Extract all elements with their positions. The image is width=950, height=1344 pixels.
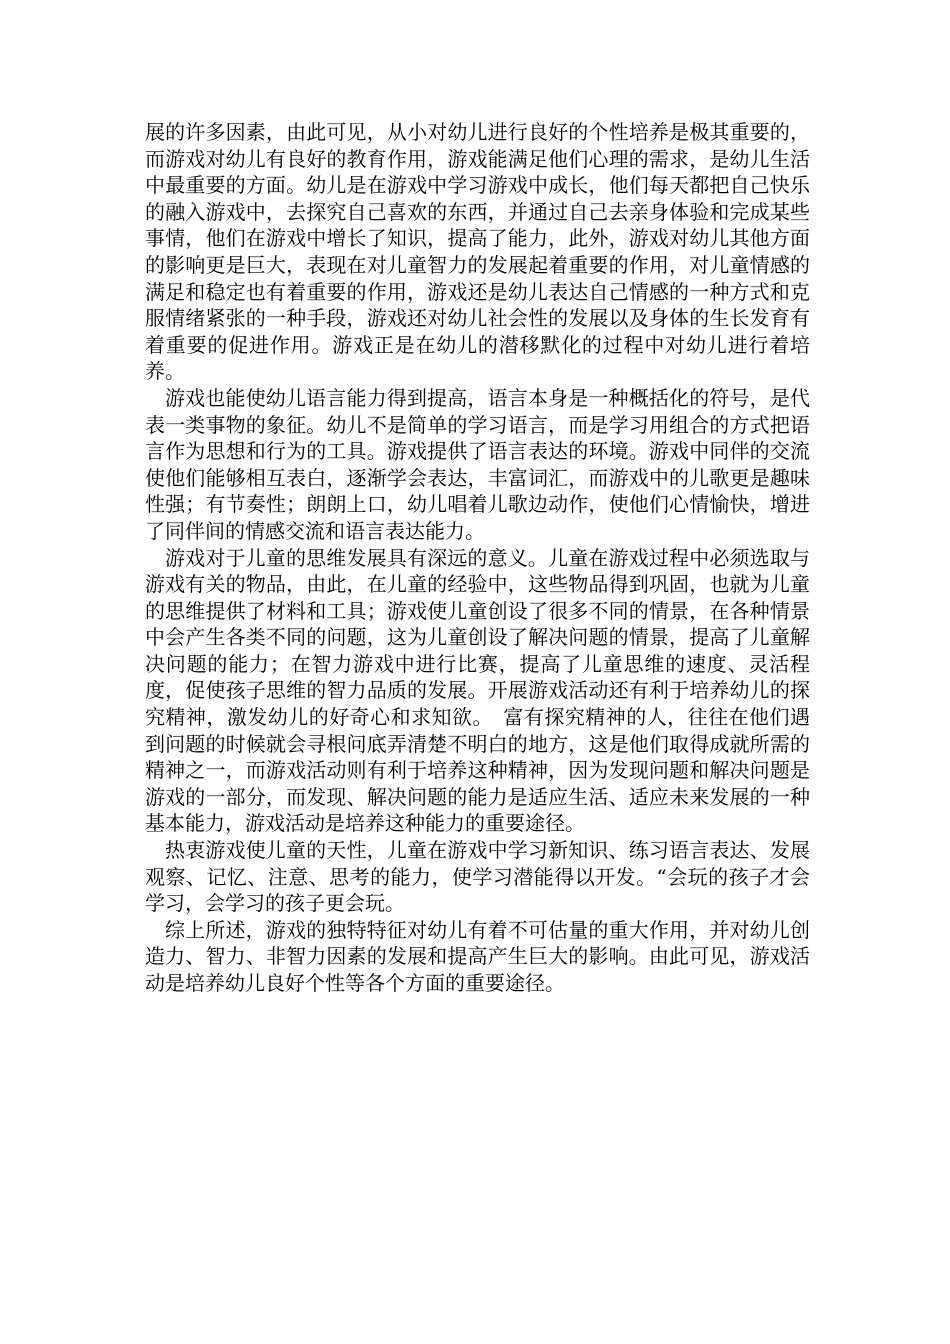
- paragraph-thinking-development: 游戏对于儿童的思维发展具有深远的意义。儿童在游戏过程中必须选取与游戏有关的物品，由此，在儿童的经验中，这些物品得到巩固，也就为儿童的思维提供了材料和工具；游戏使儿童创设了很多不同的情景，在各种情景中会产生各类不同的问题，这为儿童创设了解决问题的情景，提高了儿童解决问题的能力；在智力游戏中进行比赛，提高了儿童思维的速度、灵活程度，促使孩子思维的智力品质的发展。开展游戏活动还有利于培养幼儿的探究精神，激发幼儿的好奇心和求知欲。 富有探究精神的人，往往在他们遇到问题的时候就会寻根问底弄清楚不明白的地方，这是他们取得成就所需的精神之一，而游戏活动则有利于培养这种精神，因为发现问题和解决问题是游戏的一部分，而发现、解决问题的能力是适应生活、适应未来发展的一种基本能力，游戏活动是培养这种能力的重要途径。: [145, 545, 810, 836]
- paragraph-conclusion: 综上所述，游戏的独特特征对幼儿有着不可估量的重大作用，并对幼儿创造力、智力、非智力因素的发展和提高产生巨大的影响。由此可见，游戏活动是培养幼儿良好个性等各个方面的重要途径。: [145, 917, 810, 995]
- paragraph-childrens-nature: 热衷游戏使儿童的天性，儿童在游戏中学习新知识、练习语言表达、发展观察、记忆、注意、思考的能力，使学习潜能得以开发。“会玩的孩子才会学习，会学习的孩子更会玩。: [145, 838, 810, 916]
- paragraph-language-ability: 游戏也能使幼儿语言能力得到提高，语言本身是一种概括化的符号，是代表一类事物的象征。幼儿不是简单的学习语言，而是学习用组合的方式把语言作为思想和行为的工具。游戏提供了语言表达的环境。游戏中同伴的交流使他们能够相互表白，逐渐学会表达，丰富词汇，而游戏中的儿歌更是趣味性强；有节奏性；朗朗上口，幼儿唱着儿歌边动作，使他们心情愉快，增进了同伴间的情感交流和语言表达能力。: [145, 385, 810, 543]
- paragraph-continuation: 展的许多因素，由此可见，从小对幼儿进行良好的个性培养是极其重要的，而游戏对幼儿有良好的教育作用，游戏能满足他们心理的需求，是幼儿生活中最重要的方面。幼儿是在游戏中学习游戏中成长，他们每天都把自己快乐的融入游戏中，去探究自己喜欢的东西，并通过自己去亲身体验和完成某些事情，他们在游戏中增长了知识，提高了能力，此外，游戏对幼儿其他方面的影响更是巨大，表现在对儿童智力的发展起着重要的作用，对儿童情感的满足和稳定也有着重要的作用，游戏还是幼儿表达自己情感的一种方式和克服情绪紧张的一种手段，游戏还对幼儿社会性的发展以及身体的生长发育有着重要的促进作用。游戏正是在幼儿的潜移默化的过程中对幼儿进行着培养。: [145, 120, 810, 384]
- document-body: [145, 119, 810, 997]
